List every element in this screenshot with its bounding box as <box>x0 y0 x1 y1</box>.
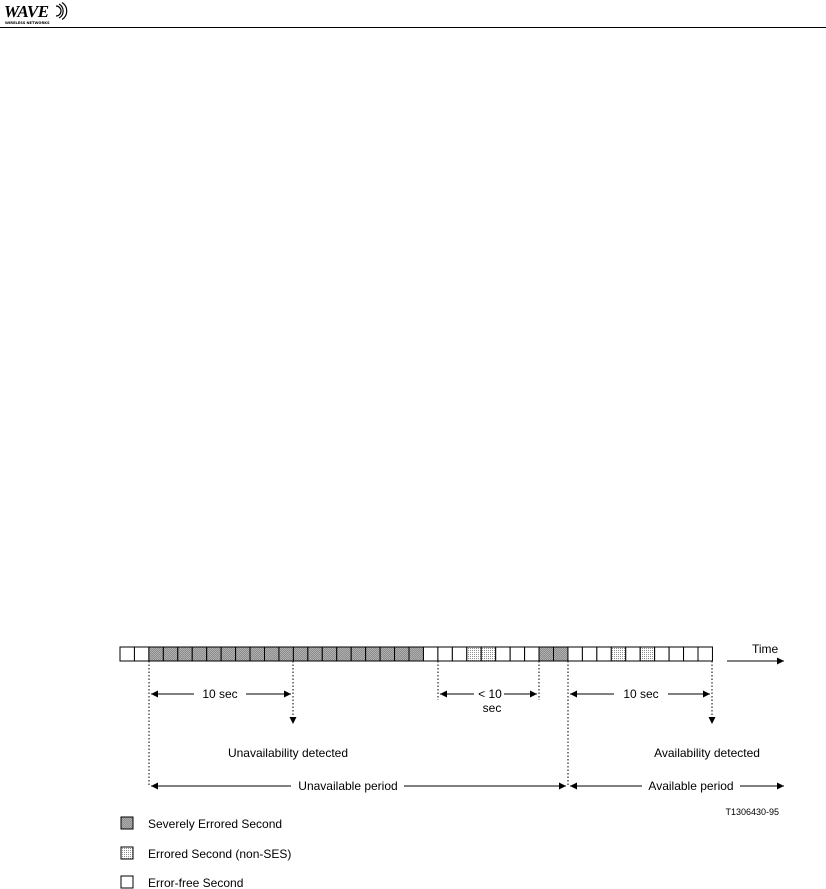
second-cell-severely-errored <box>236 647 250 661</box>
time-label: Time <box>752 642 779 656</box>
second-cell-severely-errored <box>539 647 553 661</box>
legend-item-errored <box>121 847 291 861</box>
legend-swatch-errored <box>121 847 133 859</box>
unavailable-period-label: Unavailable period <box>298 779 398 793</box>
second-cell-severely-errored <box>308 647 322 661</box>
second-cell-error-free <box>134 647 148 661</box>
second-cell-severely-errored <box>380 647 394 661</box>
figure-id: T1306430-95 <box>725 807 779 817</box>
second-cell-severely-errored <box>178 647 192 661</box>
second-cell-error-free <box>452 647 466 661</box>
second-cell-severely-errored <box>322 647 336 661</box>
second-cell-severely-errored <box>395 647 409 661</box>
second-cell-severely-errored <box>351 647 365 661</box>
second-cell-error-free <box>438 647 452 661</box>
seconds-strip <box>120 647 712 661</box>
second-cell-severely-errored <box>207 647 221 661</box>
available-period-dimension <box>570 779 784 793</box>
second-cell-error-free <box>120 647 134 661</box>
second-cell-error-free <box>510 647 524 661</box>
short-gap-dimension <box>440 687 537 715</box>
short-gap-label-line2: sec <box>482 701 502 715</box>
legend-label-errored: Errored Second (non-SES) <box>148 847 292 861</box>
second-cell-severely-errored <box>409 647 423 661</box>
legend-swatch-error-free <box>121 876 133 888</box>
second-cell-errored <box>640 647 654 661</box>
logo-text: WAVE <box>4 2 49 21</box>
legend <box>121 817 291 889</box>
second-cell-errored <box>467 647 481 661</box>
legend-label-error-free: Error-free Second <box>148 876 244 889</box>
second-cell-error-free <box>582 647 596 661</box>
second-cell-error-free <box>525 647 539 661</box>
legend-swatch-severely-errored <box>121 817 133 829</box>
second-cell-error-free <box>597 647 611 661</box>
available-period-label: Available period <box>648 779 734 793</box>
second-cell-severely-errored <box>265 647 279 661</box>
unavailable-period-dimension <box>151 779 566 793</box>
second-cell-error-free <box>669 647 683 661</box>
second-cell-error-free <box>684 647 698 661</box>
second-cell-error-free <box>423 647 437 661</box>
second-cell-errored <box>481 647 495 661</box>
legend-item-severely-errored <box>121 817 282 831</box>
second-10-sec-label: 10 sec <box>623 687 659 701</box>
unavailability-detected-label: Unavailability detected <box>227 746 349 760</box>
availability-detected-label: Availability detected <box>654 746 760 760</box>
second-cell-severely-errored <box>293 647 307 661</box>
legend-label-severely-errored: Severely Errored Second <box>148 817 283 831</box>
second-cell-severely-errored <box>163 647 177 661</box>
first-10-sec-label: 10 sec <box>202 687 238 701</box>
second-cell-error-free <box>568 647 582 661</box>
second-cell-error-free <box>496 647 510 661</box>
second-cell-severely-errored <box>366 647 380 661</box>
second-cell-severely-errored <box>149 647 163 661</box>
second-cell-severely-errored <box>250 647 264 661</box>
second-cell-severely-errored <box>337 647 351 661</box>
second-cell-severely-errored <box>192 647 206 661</box>
second-cell-errored <box>611 647 625 661</box>
second-cell-error-free <box>626 647 640 661</box>
second-10-sec-dimension <box>570 687 710 701</box>
second-cell-error-free <box>698 647 712 661</box>
second-cell-error-free <box>655 647 669 661</box>
first-10-sec-dimension <box>151 687 291 701</box>
second-cell-severely-errored <box>554 647 568 661</box>
logo-subtext: WIRELESS NETWORKS <box>5 21 50 25</box>
second-cell-severely-errored <box>279 647 293 661</box>
short-gap-label-line1: < 10 <box>478 687 502 701</box>
second-cell-severely-errored <box>221 647 235 661</box>
legend-item-error-free <box>121 876 243 889</box>
